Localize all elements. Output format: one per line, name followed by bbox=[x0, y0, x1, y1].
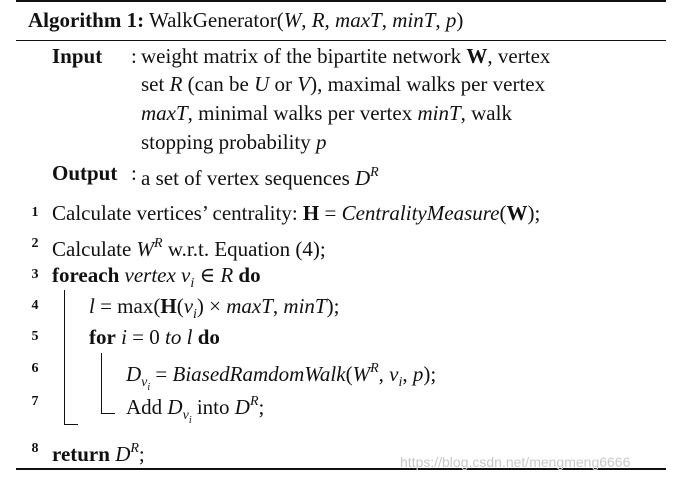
input-line-4: stopping probability p bbox=[141, 130, 327, 154]
algorithm-label: Algorithm 1: bbox=[28, 8, 145, 32]
input-label: Input bbox=[52, 44, 103, 68]
line-number: 2 bbox=[31, 236, 39, 251]
algorithm-name: WalkGenerator bbox=[148, 8, 277, 32]
output-colon: : bbox=[131, 161, 137, 185]
header-rule bbox=[16, 40, 666, 41]
algorithm-signature: (W, R, maxT, minT, p) bbox=[276, 8, 464, 32]
for-block-line bbox=[101, 353, 102, 413]
step-8: return $D^R$; bbox=[52, 441, 145, 466]
line-number: 8 bbox=[31, 441, 39, 456]
for-block-end bbox=[101, 413, 115, 414]
input-line-3: maxT, minimal walks per vertex minT, walk bbox=[141, 101, 512, 125]
line-number: 4 bbox=[31, 298, 39, 313]
foreach-block-line bbox=[64, 290, 65, 424]
line-number: 3 bbox=[31, 267, 39, 282]
output-text: a set of vertex sequences $D^R$ bbox=[141, 165, 379, 190]
foreach-block-end bbox=[64, 424, 78, 425]
line-number: 7 bbox=[31, 394, 39, 409]
step-6: $D_{v_i}$ = $BiasedRamdomWalk(W^R$, $v_i$, p); bbox=[126, 361, 437, 393]
line-number: 6 bbox=[31, 361, 39, 376]
step-4: $l = \max(H(v_i) \times \max T$, minT); bbox=[89, 294, 340, 322]
input-colon: : bbox=[131, 44, 137, 68]
step-3: foreach vertex $v_i$ ∈ R do bbox=[52, 263, 261, 291]
step-2: Calculate $W^R$ w.r.t. Equation (4); bbox=[52, 236, 326, 261]
step-5: for i = 0 to l do bbox=[89, 325, 220, 349]
line-number: 5 bbox=[31, 329, 39, 344]
line-number: 1 bbox=[31, 205, 39, 220]
input-line-1: weight matrix of the bipartite network W, vertex bbox=[141, 44, 551, 68]
step-1: Calculate vertices’ centrality: H = CentralityMeasure(W); bbox=[52, 201, 541, 225]
input-line-2: set R (can be U or V), maximal walks per vertex bbox=[141, 72, 546, 96]
step-7: Add $D_{v_i}$ into $D^R$; bbox=[126, 394, 265, 426]
output-label: Output bbox=[52, 161, 118, 185]
algorithm-header bbox=[28, 7, 463, 33]
top-rule bbox=[16, 0, 666, 2]
watermark: https://blog.csdn.net/mengmeng6666 bbox=[400, 454, 631, 470]
